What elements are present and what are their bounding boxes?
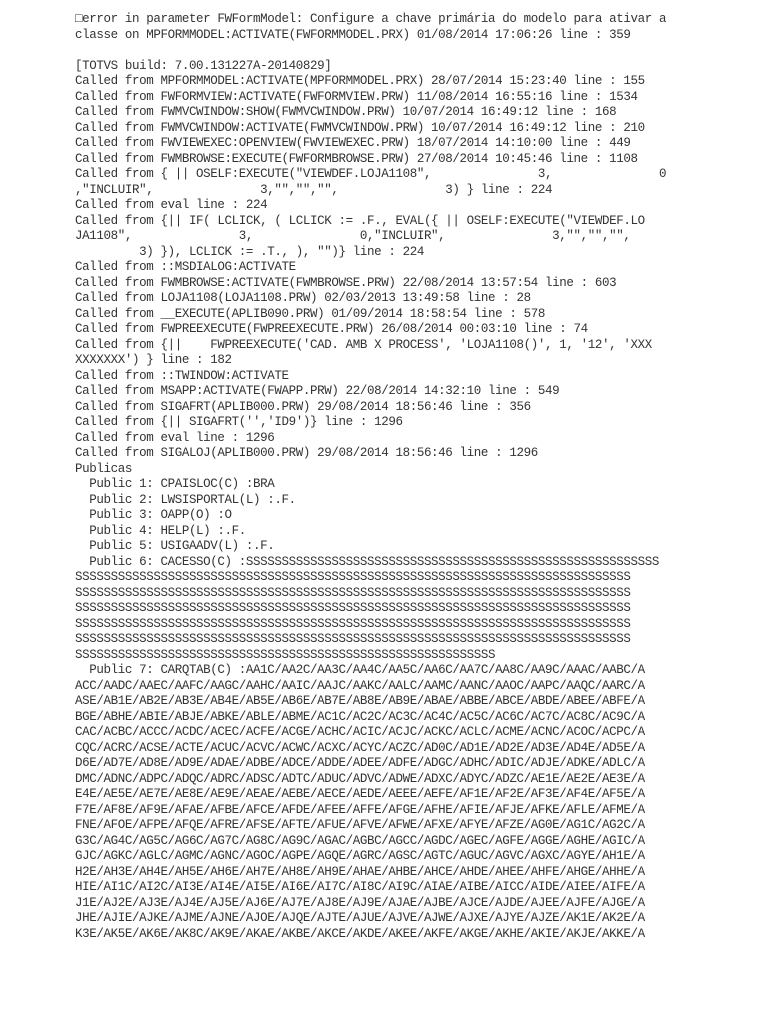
log-line: Called from SIGAFRT(APLIB000.PRW) 29/08/2014 18:56:46 line : 356: [75, 399, 531, 414]
log-line: Called from FWMVCWINDOW:ACTIVATE(FWMVCWINDOW.PRW) 10/07/2014 16:49:12 line : 210: [75, 120, 645, 135]
log-line: HIE/AI1C/AI2C/AI3E/AI4E/AI5E/AI6E/AI7C/AI8C/AI9C/AIAE/AIBE/AICC/AIDE/AIEE/AIFE/A: [75, 880, 645, 894]
log-line: J1E/AJ2E/AJ3E/AJ4E/AJ5E/AJ6E/AJ7E/AJ8E/AJ9E/AJAE/AJBE/AJCE/AJDE/AJEE/AJFE/AJGE/A: [75, 895, 645, 910]
log-line: Called from FWMBROWSE:ACTIVATE(FWMBROWSE.PRW) 22/08/2014 13:57:54 line : 603: [75, 275, 617, 290]
log-line: SSSSSSSSSSSSSSSSSSSSSSSSSSSSSSSSSSSSSSSSSSSSSSSSSSSSSSSSSSSSSSSSSSSSSSSSSSSSSS: [75, 616, 631, 631]
log-line: Called from FWFORMVIEW:ACTIVATE(FWFORMVIEW.PRW) 11/08/2014 16:55:16 line : 1534: [75, 89, 638, 104]
log-line: SSSSSSSSSSSSSSSSSSSSSSSSSSSSSSSSSSSSSSSSSSSSSSSSSSSSSSSSSSS: [75, 647, 496, 662]
blank-line: [75, 43, 755, 59]
log-line: D6E/AD7E/AD8E/AD9E/ADAE/ADBE/ADCE/ADDE/ADEE/ADFE/ADGC/ADHC/ADIC/ADJE/ADKE/ADLC/A: [75, 756, 645, 770]
log-line: Public 2: LWSISPORTAL(L) :.F.: [75, 492, 296, 507]
log-line: XXXXXXX') } line : 182: [75, 353, 232, 367]
log-line: SSSSSSSSSSSSSSSSSSSSSSSSSSSSSSSSSSSSSSSSSSSSSSSSSSSSSSSSSSSSSSSSSSSSSSSSSSSSSS: [75, 585, 631, 600]
log-line: E4E/AE5E/AE7E/AE8E/AE9E/AEAE/AEBE/AECE/AEDE/AEEE/AEFE/AF1E/AF2E/AF3E/AF4E/AF5E/A: [75, 787, 645, 801]
log-line: ASE/AB1E/AB2E/AB3E/AB4E/AB5E/AB6E/AB7E/AB8E/AB9E/ABAE/ABBE/ABCE/ABDE/ABEE/ABFE/A: [75, 694, 645, 708]
log-line: SSSSSSSSSSSSSSSSSSSSSSSSSSSSSSSSSSSSSSSSSSSSSSSSSSSSSSSSSSSSSSSSSSSSSSSSSSSSSS: [75, 570, 631, 584]
log-line: SSSSSSSSSSSSSSSSSSSSSSSSSSSSSSSSSSSSSSSSSSSSSSSSSSSSSSSSSSSSSSSSSSSSSSSSSSSSSS: [75, 632, 631, 646]
log-line: Called from ::TWINDOW:ACTIVATE: [75, 368, 289, 383]
log-line: Called from {|| SIGAFRT('','ID9')} line : 1296: [75, 415, 403, 429]
log-line: Public 7: CARQTAB(C) :AA1C/AA2C/AA3C/AA4C/AA5C/AA6C/AA7C/AA8C/AA9C/AAAC/AABC/A: [75, 663, 645, 677]
log-line: FNE/AFOE/AFPE/AFQE/AFRE/AFSE/AFTE/AFUE/AFVE/AFWE/AFXE/AFYE/AFZE/AG0E/AG1C/AG2C/A: [75, 818, 645, 832]
error-log-text: [75, 12, 755, 942]
log-line: DMC/ADNC/ADPC/ADQC/ADRC/ADSC/ADTC/ADUC/ADVC/ADWE/ADXC/ADYC/ADZC/AE1E/AE2E/AE3E/A: [75, 771, 645, 786]
log-line: JHE/AJIE/AJKE/AJME/AJNE/AJOE/AJQE/AJTE/AJUE/AJVE/AJWE/AJXE/AJYE/AJZE/AK1E/AK2E/A: [75, 911, 645, 925]
log-line: K3E/AK5E/AK6E/AK8C/AK9E/AKAE/AKBE/AKCE/AKDE/AKEE/AKFE/AKGE/AKHE/AKIE/AKJE/AKKE/A: [75, 926, 645, 941]
log-line: Public 6: CACESSO(C) :SSSSSSSSSSSSSSSSSSSSSSSSSSSSSSSSSSSSSSSSSSSSSSSSSSSSSSSSSS: [75, 554, 659, 569]
log-line: JA1108", 3, 0,"INCLUIR", 3,"","","",: [75, 229, 631, 243]
log-line: Called from {|| FWPREEXECUTE('CAD. AMB X PROCESS', 'LOJA1108()', 1, '12', 'XXX: [75, 337, 652, 352]
log-line: Called from LOJA1108(LOJA1108.PRW) 02/03/2013 13:49:58 line : 28: [75, 291, 531, 305]
log-line: Called from FWMBROWSE:EXECUTE(FWFORMBROWSE.PRW) 27/08/2014 10:45:46 line : 1108: [75, 151, 638, 166]
log-line: CQC/ACRC/ACSE/ACTE/ACUC/ACVC/ACWC/ACXC/ACYC/ACZC/AD0C/AD1E/AD2E/AD3E/AD4E/AD5E/A: [75, 740, 645, 755]
log-line: Called from { || OSELF:EXECUTE("VIEWDEF.LOJA1108", 3, 0: [75, 167, 667, 181]
log-line: Called from MSAPP:ACTIVATE(FWAPP.PRW) 22/08/2014 14:32:10 line : 549: [75, 384, 560, 398]
log-line: Public 1: CPAISLOC(C) :BRA: [75, 477, 275, 491]
log-line: Called from {|| IF( LCLICK, ( LCLICK := .F., EVAL({ || OSELF:EXECUTE("VIEWDEF.LO: [75, 213, 645, 228]
log-line: GJC/AGKC/AGLC/AGMC/AGNC/AGOC/AGPE/AGQE/AGRC/AGSC/AGTC/AGUC/AGVC/AGXC/AGYE/AH1E/A: [75, 849, 645, 863]
log-line: Called from FWVIEWEXEC:OPENVIEW(FWVIEWEXEC.PRW) 18/07/2014 14:10:00 line : 449: [75, 136, 631, 150]
log-line: ,"INCLUIR", 3,"","","", 3) } line : 224: [75, 182, 553, 197]
log-line: Called from eval line : 224: [75, 198, 268, 212]
log-line: H2E/AH3E/AH4E/AH5E/AH6E/AH7E/AH8E/AH9E/AHAE/AHBE/AHCE/AHDE/AHEE/AHFE/AHGE/AHHE/A: [75, 864, 645, 879]
log-line: G3C/AG4C/AG5C/AG6C/AG7C/AG8C/AG9C/AGAC/AGBC/AGCC/AGDC/AGEC/AGFE/AGGE/AGHE/AGIC/A: [75, 833, 645, 848]
log-line: Called from MPFORMMODEL:ACTIVATE(MPFORMMODEL.PRX) 28/07/2014 15:23:40 line : 155: [75, 74, 645, 88]
log-line: Public 5: USIGAADV(L) :.F.: [75, 539, 275, 553]
log-line: Called from eval line : 1296: [75, 430, 275, 445]
log-line: Called from FWPREEXECUTE(FWPREEXECUTE.PRW) 26/08/2014 00:03:10 line : 74: [75, 322, 588, 336]
log-line: Called from FWMVCWINDOW:SHOW(FWMVCWINDOW.PRW) 10/07/2014 16:49:12 line : 168: [75, 105, 617, 119]
log-line: SSSSSSSSSSSSSSSSSSSSSSSSSSSSSSSSSSSSSSSSSSSSSSSSSSSSSSSSSSSSSSSSSSSSSSSSSSSSSS: [75, 601, 631, 615]
log-line: F7E/AF8E/AF9E/AFAE/AFBE/AFCE/AFDE/AFEE/AFFE/AFGE/AFHE/AFIE/AFJE/AFKE/AFLE/AFME/A: [75, 802, 645, 817]
log-line: Publicas: [75, 461, 132, 476]
log-line: CAC/ACBC/ACCC/ACDC/ACEC/ACFE/ACGE/ACHC/ACIC/ACJC/ACKC/ACLC/ACME/ACNC/ACOC/ACPC/A: [75, 725, 645, 739]
log-line: Public 3: OAPP(O) :O: [75, 508, 232, 522]
log-line: Public 4: HELP(L) :.F.: [75, 523, 246, 538]
log-line: classe on MPFORMMODEL:ACTIVATE(FWFORMMODEL.PRX) 01/08/2014 17:06:26 line : 359: [75, 27, 631, 42]
log-line: □error in parameter FWFormModel: Configure a chave primária do modelo para ativar a: [75, 12, 667, 26]
log-line: ACC/AADC/AAEC/AAFC/AAGC/AAHC/AAIC/AAJC/AAKC/AALC/AAMC/AANC/AAOC/AAPC/AAQC/AARC/A: [75, 678, 645, 693]
log-line: [TOTVS build: 7.00.131227A-20140829]: [75, 58, 332, 73]
log-line: Called from SIGALOJ(APLIB000.PRW) 29/08/2014 18:56:46 line : 1296: [75, 446, 538, 460]
log-line: Called from ::MSDIALOG:ACTIVATE: [75, 260, 296, 274]
log-line: BGE/ABHE/ABIE/ABJE/ABKE/ABLE/ABME/AC1C/AC2C/AC3C/AC4C/AC5C/AC6C/AC7C/AC8C/AC9C/A: [75, 709, 645, 724]
log-line: 3) }), LCLICK := .T., ), "")} line : 224: [75, 244, 424, 259]
log-line: Called from __EXECUTE(APLIB090.PRW) 01/09/2014 18:58:54 line : 578: [75, 306, 546, 321]
